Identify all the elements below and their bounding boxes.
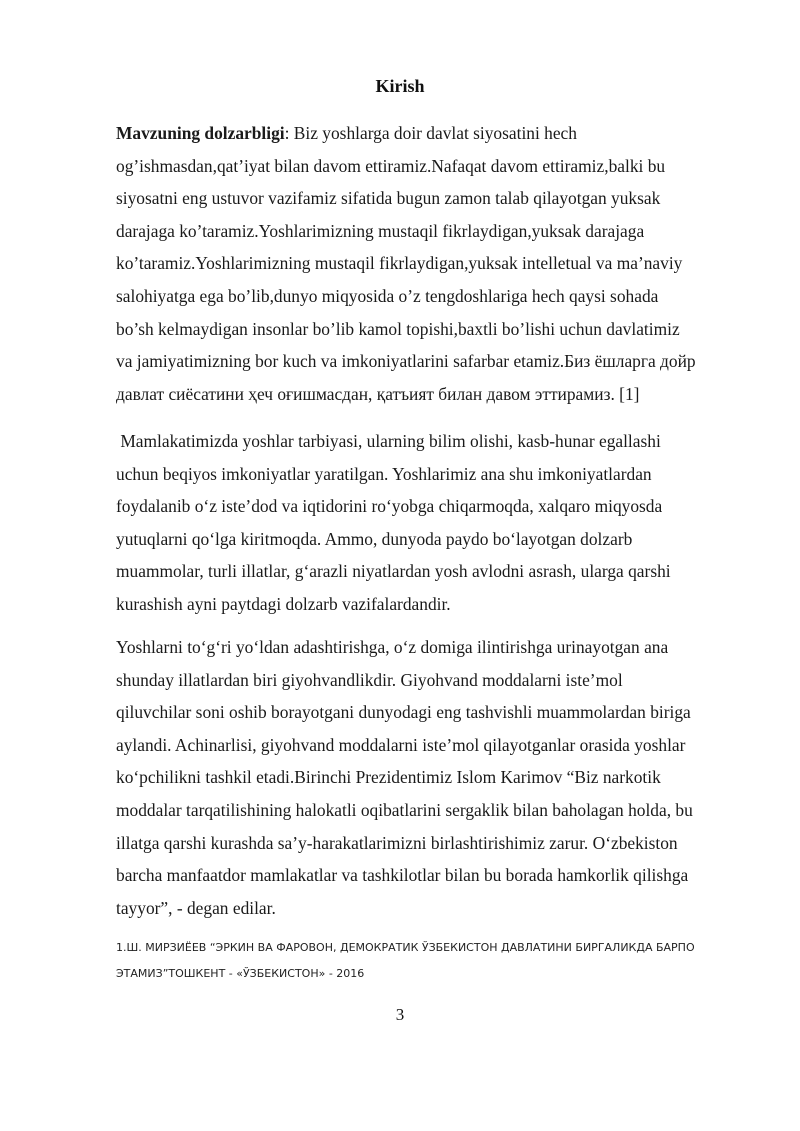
footnote-line: ЭТАМИЗ”ТОШКЕНТ - «ЎЗБЕКИСТОН» - 2016 bbox=[116, 967, 365, 980]
text-line: muammolar, turli illatlar, gʻarazli niyatlardan yosh avlodni asrash, ularga qarshi bbox=[116, 561, 671, 582]
page-number: 3 bbox=[395, 1005, 405, 1024]
paragraph-youth-upbringing bbox=[116, 425, 746, 621]
text-line: qiluvchilar soni oshib borayotgani dunyodagi eng tashvishli muammolardan biriga bbox=[116, 702, 691, 723]
text-line: aylandi. Achinarlisi, giyohvand moddalarni isteʼmol qilayotganlar orasida yoshlar bbox=[116, 734, 686, 755]
text-line: salohiyatga ega bo’lib,dunyo miqyosida o’z tengdoshlariga hech qaysi sohada bbox=[116, 285, 659, 306]
text-line: yutuqlarni qoʻlga kiritmoqda. Ammo, dunyoda paydo boʻlayotgan dolzarb bbox=[116, 528, 633, 549]
text-line: og’ishmasdan,qat’iyat bilan davom ettiramiz.Nafaqat davom ettiramiz,balki bu bbox=[116, 155, 666, 176]
text-line: tayyor”, - degan edilar. bbox=[116, 897, 276, 918]
text-line bbox=[116, 117, 746, 150]
paragraph-relevance bbox=[116, 117, 746, 410]
text-line: давлат сиёсатини ҳеч оғишмасдан, қатъият билан давом эттирамиз. [1] bbox=[116, 383, 640, 404]
text-line: uchun beqiyos imkoniyatlar yaratilgan. Yoshlarimiz ana shu imkoniyatlardan bbox=[116, 463, 652, 484]
footnote-line: 1.Ш. МИРЗИЁЕВ “ЭРКИН ВА ФАРОВОН, ДЕМОКРАТИК ЎЗБЕКИСТОН ДАВЛАТИНИ БИРГАЛИКДА БАРПО bbox=[116, 941, 695, 954]
bold-lead: Mavzuning dolzarbligi bbox=[116, 123, 285, 143]
page-title: Kirish bbox=[375, 76, 425, 96]
text-line: koʻpchilikni tashkil etadi.Birinchi Prezidentimiz Islom Karimov “Biz narkotik bbox=[116, 767, 661, 788]
text-line: darajaga ko’taramiz.Yoshlarimizning mustaqil fikrlaydigan,yuksak darajaga bbox=[116, 220, 645, 241]
text-line: kurashish ayni paytdagi dolzarb vazifalardandir. bbox=[116, 593, 451, 614]
text-line: shunday illatlardan biri giyohvandlikdir. Giyohvand moddalarni isteʼmol bbox=[116, 669, 623, 690]
paragraph-drug-addiction bbox=[116, 631, 746, 924]
text-line: Mamlakatimizda yoshlar tarbiyasi, ularning bilim olishi, kasb-hunar egallashi bbox=[116, 431, 661, 451]
text-line: foydalanib oʻz isteʼdod va iqtidorini roʻyobga chiqarmoqda, xalqaro miqyosda bbox=[116, 496, 663, 517]
text-line: ko’taramiz.Yoshlarimizning mustaqil fikrlaydigan,yuksak intelletual va ma’naviy bbox=[116, 253, 683, 274]
text-line: Yoshlarni toʻgʻri yoʻldan adashtirishga, oʻz domiga ilintirishga urinayotgan ana bbox=[116, 637, 669, 657]
text-line: bo’sh kelmaydigan insonlar bo’lib kamol topishi,baxtli bo’lishi uchun davlatimiz bbox=[116, 318, 680, 339]
text-line: va jamiyatimizning bor kuch va imkoniyatlarini safarbar etamiz.Биз ёшларга дойр bbox=[116, 351, 696, 372]
footnote bbox=[116, 935, 756, 987]
text-line: moddalar tarqatilishining halokatli oqibatlarini sergaklik bilan baholagan holda, bu bbox=[116, 799, 693, 820]
text-span: : Biz yoshlarga doir davlat siyosatini hech bbox=[284, 123, 577, 143]
text-line: barcha manfaatdor mamlakatlar va tashkilotlar bilan bu borada hamkorlik qilishga bbox=[116, 865, 689, 886]
text-line: siyosatni eng ustuvor vazifamiz sifatida bugun zamon talab qilayotgan yuksak bbox=[116, 188, 661, 209]
text-line: illatga qarshi kurashda saʼy-harakatlarimizni birlashtirishimiz zarur. Oʻzbekiston bbox=[116, 832, 678, 853]
